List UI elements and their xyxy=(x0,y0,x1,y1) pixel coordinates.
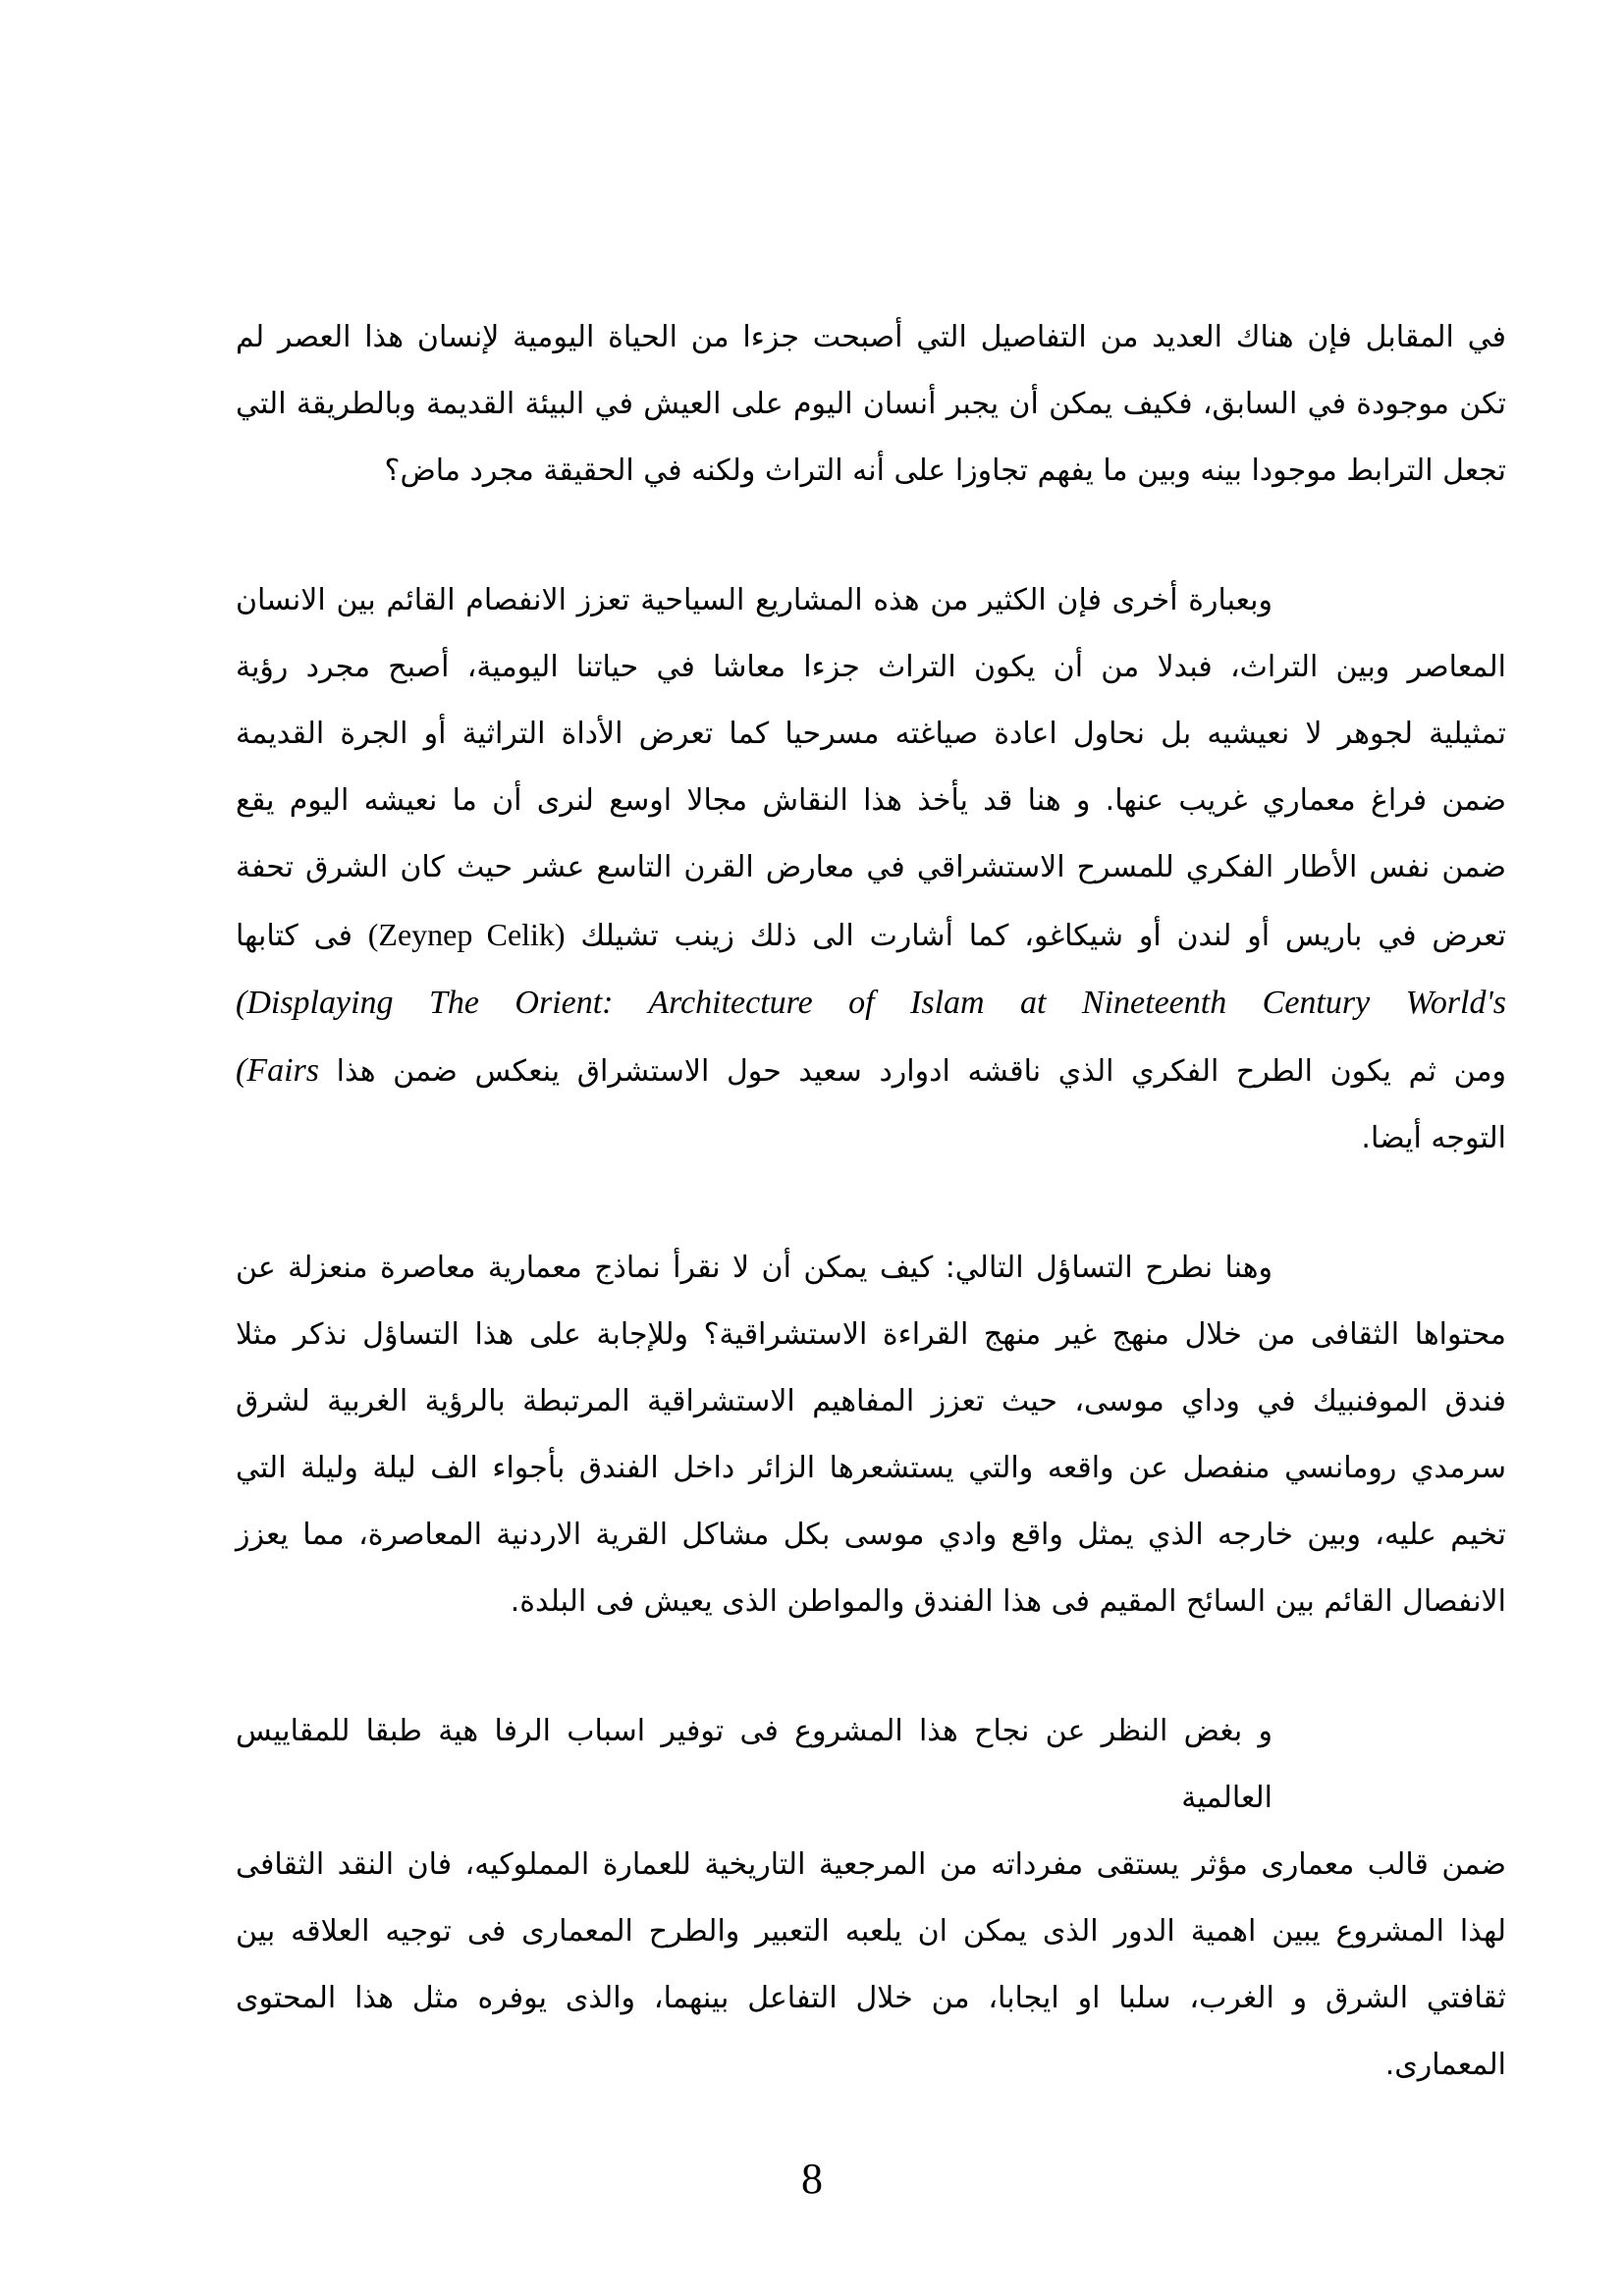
text-line xyxy=(236,1832,1506,1898)
arabic-text-segment: تعرض في باريس أو لندن أو شيكاغو، كما أشارت الى ذلك زينب تشيلك xyxy=(565,919,1506,953)
arabic-text-segment: المعمارى. xyxy=(1384,2048,1506,2082)
paragraph xyxy=(236,1698,1506,2099)
text-line xyxy=(236,834,1506,901)
arabic-text-segment: و بغض النظر عن نجاح هذا المشروع فى توفير اسباب الرفا هية طبقا للمقاييس العالمية xyxy=(236,1714,1272,1815)
paragraph xyxy=(236,1235,1506,1635)
arabic-text-segment: التوجه أيضا. xyxy=(1361,1121,1506,1155)
text-line xyxy=(236,304,1506,371)
arabic-text-segment: تمثيلية لجوهر لا نعيشيه بل نحاول اعادة صياغته مسرحيا كما تعرض الأداة التراثية أو الجرة القديمة xyxy=(236,717,1506,751)
arabic-text-segment: ومن ثم يكون الطرح الفكري الذي ناقشه ادوارد سعيد حول الاستشراق ينعكس ضمن هذا xyxy=(319,1054,1506,1089)
arabic-text-segment: فندق الموفنبيك في وداي موسى، حيث تعزز المفاهيم الاستشراقية المرتبطة بالرؤية الغربية لشرق xyxy=(236,1384,1506,1418)
text-line xyxy=(236,1502,1506,1569)
arabic-text-segment: ضمن قالب معمارى مؤثر يستقى مفرداته من المرجعية التاريخية للعمارة المملوكيه، فان النقد الثقافى xyxy=(236,1847,1506,1882)
arabic-text-segment: تجعل الترابط موجودا بينه وبين ما يفهم تجاوزا على أنه التراث ولكنه في الحقيقة مجرد ماض؟ xyxy=(384,454,1506,488)
arabic-text-segment: فى كتابها xyxy=(236,919,368,953)
text-line xyxy=(236,567,1506,634)
text-line xyxy=(236,1368,1506,1435)
paragraph xyxy=(236,567,1506,1172)
paragraph xyxy=(236,304,1506,505)
text-line xyxy=(236,1105,1506,1172)
arabic-text-segment: ثقافتي الشرق و الغرب، سلبا او ايجابا، من خلال التفاعل بينهما، والذى يوفره مثل هذا المحتوى xyxy=(236,1981,1506,2015)
arabic-text-segment: سرمدي رومانسي منفصل عن واقعه والتي يستشعرها الزائر داخل الفندق بأجواء الف ليلة وليلة التي xyxy=(236,1451,1506,1485)
text-line xyxy=(236,1965,1506,2032)
text-line xyxy=(236,970,1506,1038)
text-line xyxy=(236,1435,1506,1502)
text-line xyxy=(236,1569,1506,1635)
arabic-text-segment: محتواها الثقافى من خلال منهج غير منهج القراءة الاستشراقية؟ وللإجابة على هذا التساؤل نذكر مثلا xyxy=(236,1317,1506,1352)
text-line xyxy=(236,371,1506,438)
arabic-text-segment: الانفصال القائم بين السائح المقيم فى هذا الفندق والمواطن الذى يعيش فى البلدة. xyxy=(510,1584,1506,1619)
arabic-text-segment: وهنا نطرح التساؤل التالي: كيف يمكن أن لا نقرأ نماذج معمارية معاصرة منعزلة عن xyxy=(236,1251,1272,1285)
arabic-text-segment: وبعبارة أخرى فإن الكثير من هذه المشاريع السياحية تعزز الانفصام القائم بين الانسان xyxy=(236,583,1272,617)
arabic-text-segment: المعاصر وبين التراث، فبدلا من أن يكون التراث جزءا معاشا في حياتنا اليومية، أصبح مجرد رؤية xyxy=(236,650,1506,684)
text-line xyxy=(236,701,1506,768)
text-line xyxy=(236,634,1506,701)
arabic-text-segment: تكن موجودة في السابق، فكيف يمكن أن يجبر أنسان اليوم على العيش في البيئة القديمة وبالطريقة التي xyxy=(236,387,1506,421)
page-footer xyxy=(0,2156,1624,2203)
latin-text-segment: (Displaying The Orient: Architecture of Islam at Nineteenth Century World's xyxy=(236,985,1506,1021)
arabic-text-segment: ضمن فراغ معماري غريب عنها. و هنا قد يأخذ هذا النقاش مجالا اوسع لنرى أن ما نعيشه اليوم يقع xyxy=(236,783,1506,818)
page-number: 8 xyxy=(801,2155,823,2203)
latin-text-segment: (Zeynep Celik) xyxy=(367,917,566,952)
arabic-text-segment: لهذا المشروع يبين اهمية الدور الذى يمكن ان يلعبه التعبير والطرح المعمارى فى توجيه العلاقه بين xyxy=(236,1914,1506,1949)
text-line xyxy=(236,1038,1506,1105)
text-line xyxy=(236,1235,1506,1302)
arabic-text-segment: في المقابل فإن هناك العديد من التفاصيل التي أصبحت جزءا من الحياة اليومية لإنسان هذا العصر لم xyxy=(236,320,1506,354)
text-line xyxy=(236,901,1506,970)
arabic-text-segment: تخيم عليه، وبين خارجه الذي يمثل واقع وادي موسى بكل مشاكل القرية الاردنية المعاصرة، مما يعزز xyxy=(236,1518,1506,1552)
text-line xyxy=(236,1698,1506,1832)
arabic-text-segment: ضمن نفس الأطار الفكري للمسرح الاستشراقي في معارض القرن التاسع عشر حيث كان الشرق تحفة xyxy=(236,850,1506,884)
text-line xyxy=(236,438,1506,505)
text-line xyxy=(236,1898,1506,1965)
latin-text-segment: (Fairs xyxy=(236,1052,319,1089)
text-line xyxy=(236,1302,1506,1368)
document-body xyxy=(236,304,1506,2162)
text-line xyxy=(236,2032,1506,2099)
text-line xyxy=(236,768,1506,834)
